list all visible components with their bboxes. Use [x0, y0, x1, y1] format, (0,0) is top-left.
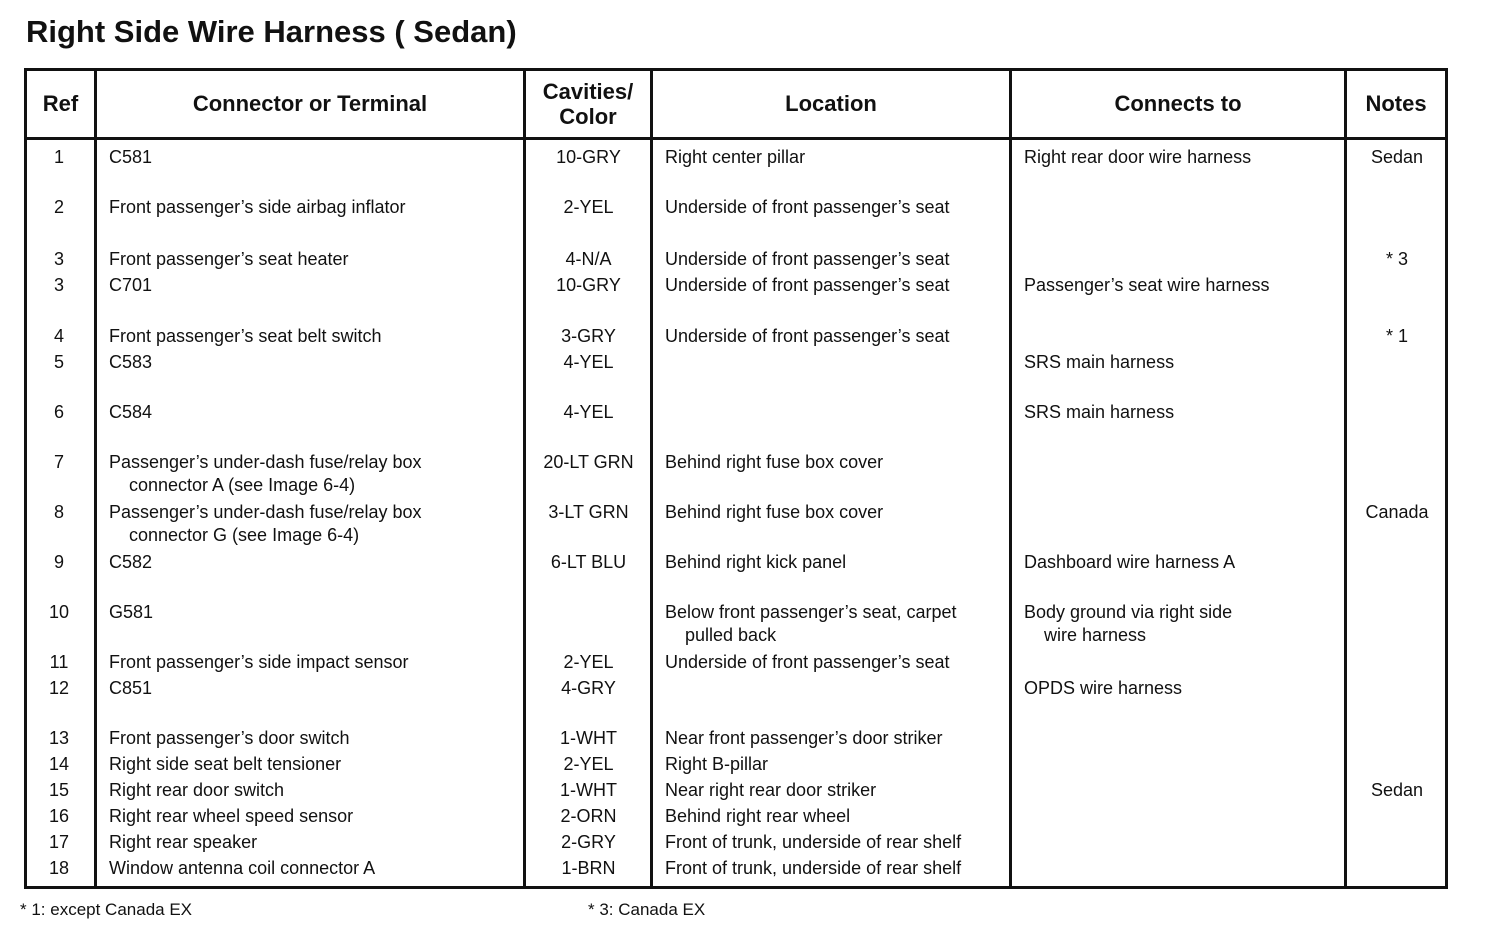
- cell-location-text: Front of trunk, underside of rear shelf: [665, 858, 962, 878]
- cell-cavities: [527, 857, 650, 880]
- cell-ref-text: 6: [53, 402, 64, 422]
- cell-notes: [1349, 779, 1445, 802]
- cell-connector-continuation: connector A (see Image 6-4): [129, 475, 356, 495]
- cell-ref-text: 7: [53, 452, 64, 472]
- cell-connector-text: C581: [109, 147, 153, 167]
- cell-cavities-text: 4-YEL: [563, 402, 614, 422]
- cell-ref-text: 17: [48, 832, 70, 852]
- cell-connects-to: [1024, 551, 1235, 574]
- cell-ref-text: 13: [48, 728, 70, 748]
- cell-ref: [30, 601, 88, 624]
- cell-cavities: [527, 401, 650, 424]
- header-cavities-line2: Color: [559, 103, 617, 129]
- cell-cavities: [527, 196, 650, 219]
- cell-cavities-text: 3-LT GRN: [548, 502, 629, 522]
- cell-connects-to-text: Right rear door wire harness: [1024, 147, 1252, 167]
- cell-connector-text: Right rear speaker: [109, 832, 258, 852]
- cell-ref-text: 14: [48, 754, 70, 774]
- cell-connector-text: Front passenger’s door switch: [109, 728, 350, 748]
- cell-ref: [30, 779, 88, 802]
- cell-cavities: [527, 805, 650, 828]
- cell-location: [665, 651, 950, 674]
- cell-cavities-text: 2-YEL: [563, 197, 614, 217]
- cell-location: [665, 325, 950, 348]
- cell-location-text: Underside of front passenger’s seat: [665, 197, 950, 217]
- cell-connector-continuation: connector G (see Image 6-4): [129, 525, 360, 545]
- cell-ref: [30, 857, 88, 880]
- cell-location-text: Right center pillar: [665, 147, 806, 167]
- header-location: Location: [785, 91, 877, 116]
- cell-connector: [109, 551, 152, 574]
- cell-connector-text: Right side seat belt tensioner: [109, 754, 342, 774]
- cell-connector: [109, 274, 152, 297]
- cell-connects-to-text: Body ground via right side: [1024, 602, 1233, 622]
- cell-connects-to-text: SRS main harness: [1024, 352, 1175, 372]
- cell-location: [665, 857, 961, 880]
- cell-connector-text: Front passenger’s seat belt switch: [109, 326, 382, 346]
- column-divider: [1344, 68, 1347, 889]
- cell-cavities-text: 20-LT GRN: [543, 452, 634, 472]
- cell-ref-text: 15: [48, 780, 70, 800]
- cell-connector: [109, 651, 408, 674]
- cell-ref: [30, 753, 88, 776]
- cell-cavities-text: 1-WHT: [560, 780, 617, 800]
- cell-connector: [109, 805, 353, 828]
- cell-location: [665, 831, 961, 854]
- cell-ref-text: 1: [53, 147, 64, 167]
- cell-connector-text: Right rear door switch: [109, 780, 285, 800]
- cell-location: [665, 727, 942, 750]
- cell-cavities-text: 2-YEL: [563, 652, 614, 672]
- cell-connector-text: Passenger’s under-dash fuse/relay box: [109, 502, 422, 522]
- header-connects-to: Connects to: [1114, 91, 1242, 116]
- cell-location: [665, 753, 768, 776]
- cell-location-text: Near right rear door striker: [665, 780, 877, 800]
- cell-ref-text: 3: [53, 275, 64, 295]
- cell-connector: [109, 325, 381, 348]
- cell-ref-text: 18: [48, 858, 70, 878]
- cell-location-text: Underside of front passenger’s seat: [665, 249, 950, 269]
- cell-cavities-text: 4-YEL: [563, 352, 614, 372]
- cell-ref: [30, 805, 88, 828]
- cell-connector: [109, 601, 153, 624]
- cell-connector-text: Front passenger’s seat heater: [109, 249, 349, 269]
- cell-ref-text: 10: [48, 602, 70, 622]
- cell-cavities-text: 4-N/A: [565, 249, 612, 269]
- cell-ref: [30, 831, 88, 854]
- column-divider: [650, 68, 653, 889]
- cell-connector: [109, 351, 152, 374]
- cell-connector-text: Passenger’s under-dash fuse/relay box: [109, 452, 422, 472]
- cell-ref: [30, 196, 88, 219]
- cell-location-text: Behind right fuse box cover: [665, 452, 884, 472]
- cell-cavities-text: 3-GRY: [561, 326, 616, 346]
- cell-location-text: Below front passenger’s seat, carpet: [665, 602, 957, 622]
- cell-connector: [109, 451, 422, 497]
- cell-location-text: Underside of front passenger’s seat: [665, 652, 950, 672]
- cell-ref: [30, 651, 88, 674]
- cell-location-text: Right B-pillar: [665, 754, 769, 774]
- cell-cavities-text: 6-LT BLU: [550, 552, 627, 572]
- cell-ref: [30, 146, 88, 169]
- cell-cavities: [527, 248, 650, 271]
- cell-notes: [1349, 325, 1445, 348]
- cell-connector: [109, 401, 152, 424]
- cell-connector-text: Front passenger’s side impact sensor: [109, 652, 409, 672]
- cell-ref-text: 11: [49, 652, 69, 672]
- cell-connects-to: [1024, 146, 1251, 169]
- cell-cavities: [527, 727, 650, 750]
- cell-notes-text: Sedan: [1370, 147, 1424, 167]
- cell-connector-text: Window antenna coil connector A: [109, 858, 376, 878]
- cell-notes-text: Canada: [1365, 502, 1429, 522]
- cell-connector: [109, 677, 152, 700]
- page-title: Right Side Wire Harness ( Sedan): [26, 14, 517, 49]
- cell-location: [665, 501, 883, 524]
- cell-cavities: [527, 501, 650, 524]
- cell-cavities-text: 4-GRY: [561, 678, 616, 698]
- cell-ref: [30, 274, 88, 297]
- cell-connector: [109, 753, 341, 776]
- cell-connects-to: [1024, 601, 1232, 647]
- cell-cavities-text: 1-WHT: [560, 728, 617, 748]
- cell-ref: [30, 727, 88, 750]
- cell-cavities: [527, 274, 650, 297]
- cell-connector-text: C582: [109, 552, 153, 572]
- cell-connector: [109, 501, 422, 547]
- cell-connects-to-text: Passenger’s seat wire harness: [1024, 275, 1270, 295]
- cell-location-text: Front of trunk, underside of rear shelf: [665, 832, 962, 852]
- cell-connector-text: C701: [109, 275, 153, 295]
- cell-location-text: Behind right kick panel: [665, 552, 847, 572]
- cell-cavities-text: 10-GRY: [556, 147, 621, 167]
- cell-cavities-text: 2-GRY: [561, 832, 616, 852]
- cell-location-continuation: pulled back: [685, 625, 777, 645]
- column-divider: [1009, 68, 1012, 889]
- cell-cavities: [527, 325, 650, 348]
- cell-connector-text: Right rear wheel speed sensor: [109, 806, 354, 826]
- cell-cavities: [527, 831, 650, 854]
- cell-cavities-text: 10-GRY: [556, 275, 621, 295]
- cell-ref-text: 9: [53, 552, 64, 572]
- cell-ref: [30, 351, 88, 374]
- cell-cavities: [527, 677, 650, 700]
- cell-connector: [109, 779, 284, 802]
- cell-ref: [30, 451, 88, 474]
- cell-connects-to-text: SRS main harness: [1024, 402, 1175, 422]
- cell-location: [665, 274, 950, 297]
- cell-connects-to-text: Dashboard wire harness A: [1024, 552, 1236, 572]
- header-connector: Connector or Terminal: [192, 91, 428, 116]
- cell-connects-to: [1024, 274, 1269, 297]
- cell-location-text: Behind right rear wheel: [665, 806, 851, 826]
- cell-location-text: Near front passenger’s door striker: [665, 728, 943, 748]
- cell-notes: [1349, 146, 1445, 169]
- footnote-3: * 3: Canada EX: [588, 900, 706, 919]
- cell-cavities-text: 2-YEL: [563, 754, 614, 774]
- cell-location: [665, 805, 850, 828]
- cell-ref-text: 16: [48, 806, 70, 826]
- cell-ref: [30, 551, 88, 574]
- cell-location: [665, 146, 805, 169]
- cell-ref: [30, 677, 88, 700]
- cell-connector: [109, 857, 375, 880]
- cell-notes-text: * 1: [1385, 326, 1409, 346]
- cell-location: [665, 451, 883, 474]
- cell-cavities: [527, 146, 650, 169]
- cell-connector: [109, 196, 406, 219]
- cell-connector-text: G581: [109, 602, 154, 622]
- cell-connects-to-text: OPDS wire harness: [1024, 678, 1183, 698]
- cell-cavities-text: 1-BRN: [561, 858, 616, 878]
- cell-notes-text: * 3: [1385, 249, 1409, 269]
- cell-ref-text: 12: [48, 678, 70, 698]
- footnote-1: * 1: except Canada EX: [20, 900, 193, 919]
- cell-notes-text: Sedan: [1370, 780, 1424, 800]
- header-ref: Ref: [42, 91, 79, 116]
- cell-connector: [109, 831, 257, 854]
- cell-location-text: Behind right fuse box cover: [665, 502, 884, 522]
- header-notes: Notes: [1365, 91, 1427, 116]
- cell-cavities: [527, 551, 650, 574]
- cell-connector: [109, 248, 348, 271]
- cell-ref: [30, 325, 88, 348]
- cell-location: [665, 248, 950, 271]
- cell-cavities: [527, 351, 650, 374]
- cell-cavities: [527, 651, 650, 674]
- cell-connector-text: C851: [109, 678, 153, 698]
- cell-cavities-text: 2-ORN: [560, 806, 617, 826]
- cell-ref-text: 4: [53, 326, 64, 346]
- cell-cavities: [527, 451, 650, 474]
- cell-ref: [30, 248, 88, 271]
- cell-cavities: [527, 779, 650, 802]
- cell-location-text: Underside of front passenger’s seat: [665, 275, 950, 295]
- cell-ref-text: 5: [53, 352, 64, 372]
- cell-notes: [1349, 501, 1445, 524]
- cell-ref: [30, 501, 88, 524]
- cell-ref-text: 2: [53, 197, 64, 217]
- cell-connector-text: C583: [109, 352, 153, 372]
- cell-connects-to-continuation: wire harness: [1044, 625, 1147, 645]
- cell-location: [665, 601, 957, 647]
- cell-location-text: Underside of front passenger’s seat: [665, 326, 950, 346]
- cell-ref: [30, 401, 88, 424]
- column-divider: [523, 68, 526, 889]
- cell-location: [665, 779, 876, 802]
- cell-notes: [1349, 248, 1445, 271]
- cell-connector: [109, 146, 152, 169]
- header-cavities-line1: Cavities/: [542, 78, 634, 104]
- cell-connector: [109, 727, 349, 750]
- cell-location: [665, 551, 846, 574]
- cell-connector-text: Front passenger’s side airbag inflator: [109, 197, 406, 217]
- cell-connects-to: [1024, 401, 1174, 424]
- cell-cavities: [527, 753, 650, 776]
- header-cavities: [526, 70, 650, 137]
- cell-connector-text: C584: [109, 402, 153, 422]
- cell-location: [665, 196, 950, 219]
- cell-ref-text: 3: [53, 249, 64, 269]
- header-divider: [24, 137, 1448, 140]
- cell-connects-to: [1024, 351, 1174, 374]
- cell-ref-text: 8: [53, 502, 64, 522]
- cell-connects-to: [1024, 677, 1182, 700]
- column-divider: [94, 68, 97, 889]
